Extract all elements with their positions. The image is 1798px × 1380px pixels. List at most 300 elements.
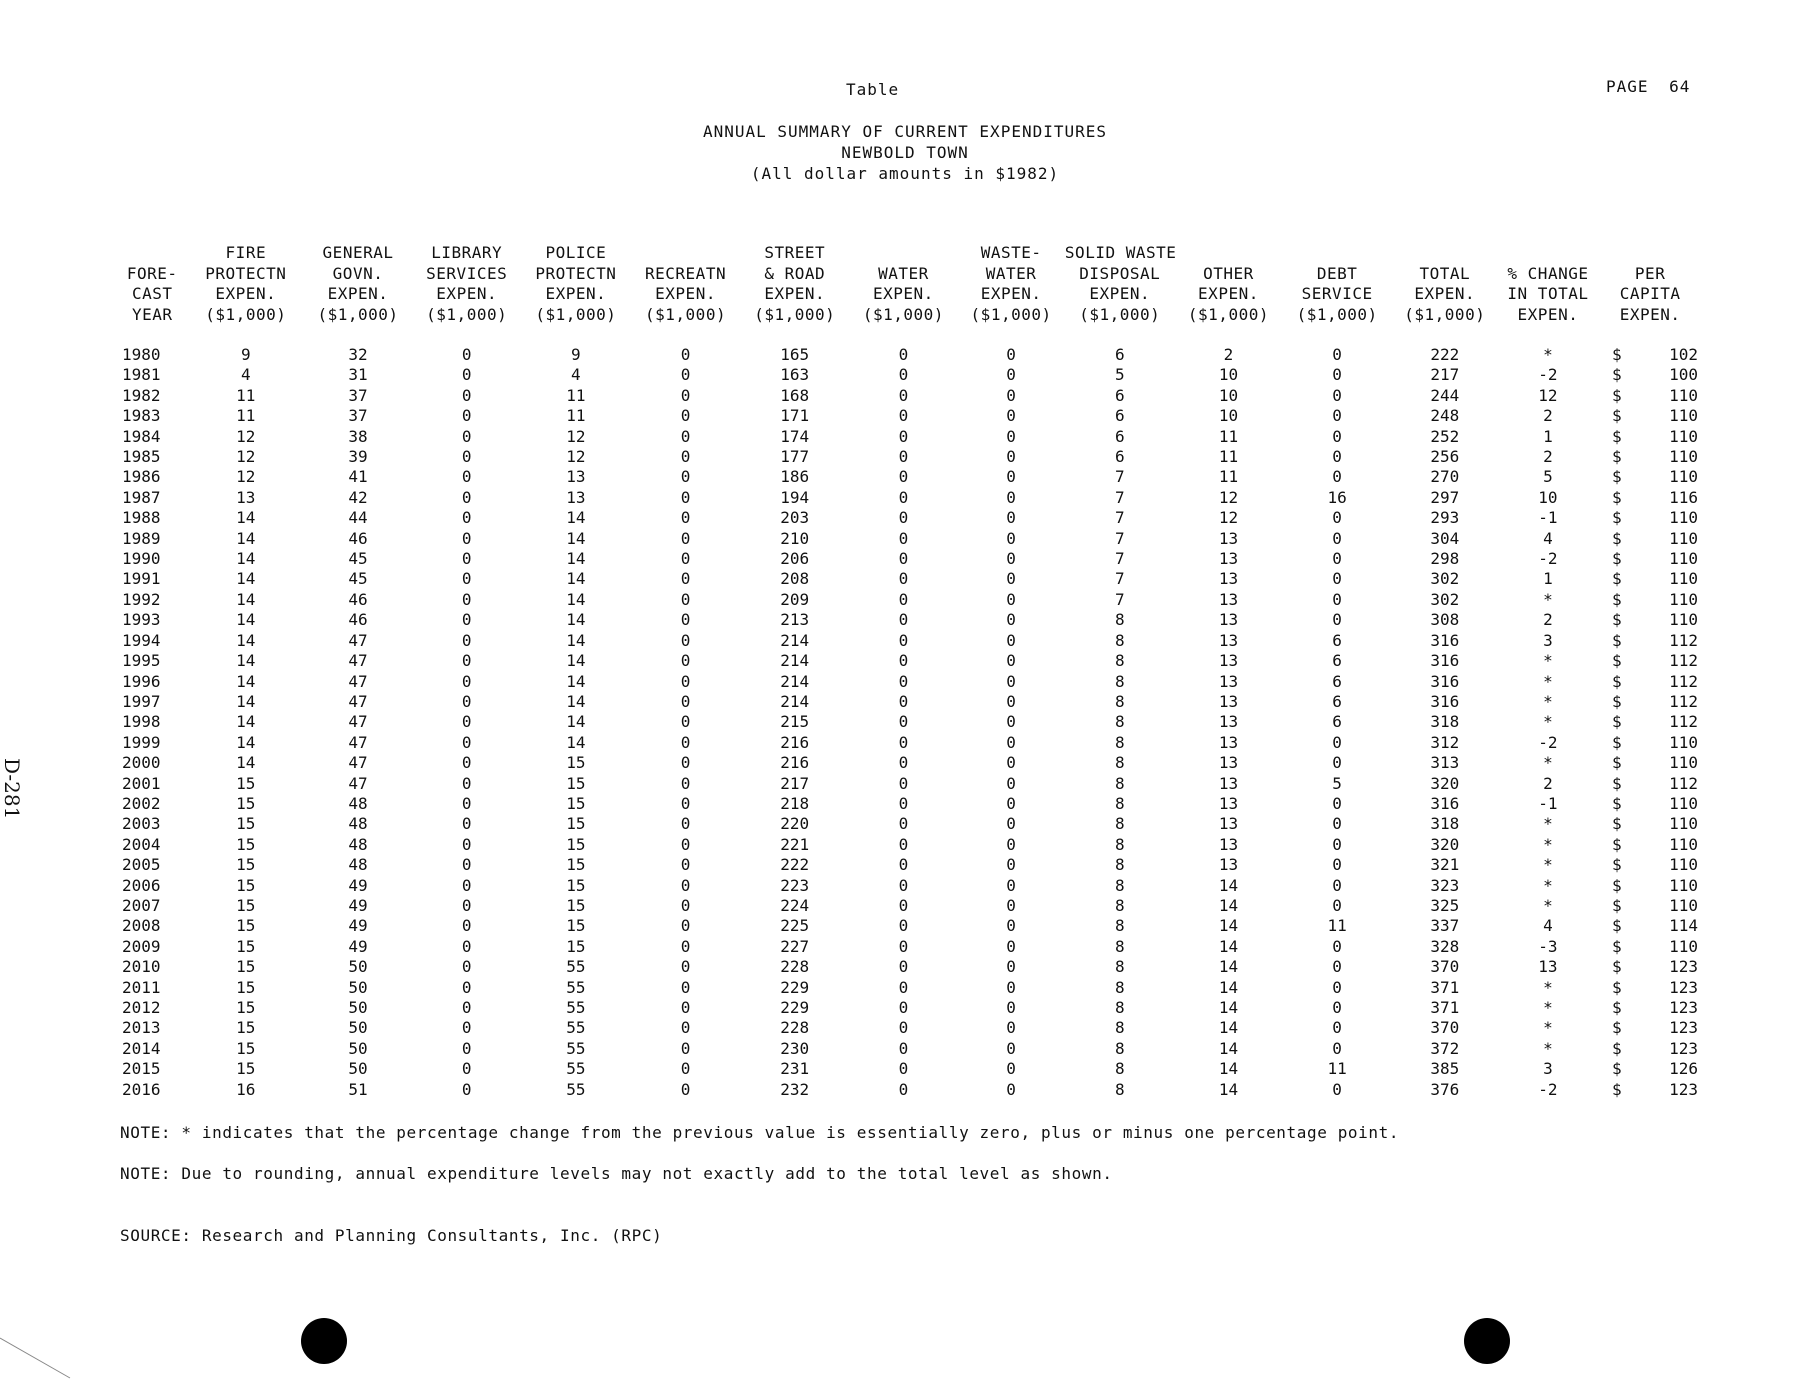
- table-cell: 370: [1430, 1018, 1460, 1038]
- table-cell: 0: [680, 487, 691, 507]
- page-number: PAGE 64: [1606, 77, 1691, 96]
- table-cell: 0: [461, 1038, 472, 1058]
- table-cell: *: [1543, 998, 1553, 1017]
- table-cell: 1: [1543, 569, 1553, 589]
- table-cell: 0: [898, 773, 909, 793]
- table-cell: 0: [461, 712, 472, 732]
- table-cell: 9: [240, 345, 251, 364]
- table-cell: 14: [236, 549, 256, 569]
- table-cell: 13: [1218, 549, 1239, 569]
- per-capita-value: 126: [1669, 1059, 1698, 1079]
- per-capita-cell: [1598, 1080, 1702, 1100]
- per-capita-value: 123: [1669, 977, 1698, 997]
- per-capita-cell: [1598, 753, 1702, 773]
- table-cell: 0: [1006, 365, 1016, 385]
- table-cell: 10: [1218, 406, 1239, 426]
- table-cell: 224: [780, 895, 810, 915]
- dollar-sign: $: [1612, 671, 1622, 691]
- table-row: [116, 855, 1702, 875]
- table-row: [116, 345, 1702, 365]
- table-cell: 313: [1430, 753, 1460, 773]
- table-cell: 0: [1006, 345, 1016, 364]
- year-cell: 1986: [122, 467, 161, 487]
- table-cell: 6: [1332, 651, 1342, 671]
- table-cell: 14: [1218, 1079, 1239, 1099]
- table-row: [116, 447, 1702, 467]
- per-capita-cell: [1598, 590, 1702, 610]
- column-header: SOLID WASTE DISPOSAL EXPEN. ($1,000): [1064, 243, 1177, 324]
- table-cell: 0: [898, 753, 909, 773]
- table-cell: 0: [680, 385, 691, 405]
- table-cell: 0: [1006, 998, 1016, 1017]
- table-cell: 13: [1218, 671, 1239, 691]
- table-cell: 11: [1218, 426, 1239, 446]
- table-cell: 15: [566, 895, 586, 915]
- column-header: TOTAL EXPEN. ($1,000): [1404, 263, 1486, 324]
- table-cell: 8: [1114, 753, 1125, 773]
- table-row: [116, 365, 1702, 385]
- dollar-sign: $: [1612, 793, 1622, 813]
- column-header: STREET & ROAD EXPEN. ($1,000): [754, 243, 836, 324]
- table-cell: 0: [461, 691, 472, 711]
- table-cell: 0: [1006, 1018, 1016, 1038]
- year-cell: 1982: [122, 385, 161, 405]
- dollar-sign: $: [1612, 610, 1622, 630]
- table-cell: 7: [1114, 528, 1125, 548]
- table-cell: 15: [566, 814, 586, 834]
- table-cell: 11: [236, 406, 256, 426]
- year-cell: 1981: [122, 365, 161, 385]
- table-cell: 0: [680, 773, 691, 793]
- dollar-sign: $: [1612, 589, 1622, 609]
- table-cell: 0: [1006, 447, 1016, 467]
- table-cell: 0: [898, 508, 909, 528]
- table-cell: 14: [566, 528, 586, 548]
- dollar-sign: $: [1612, 467, 1622, 487]
- table-cell: 0: [1332, 936, 1342, 956]
- table-cell: *: [1543, 977, 1553, 997]
- table-cell: 14: [566, 671, 586, 691]
- year-cell: 2011: [122, 977, 161, 997]
- table-cell: 0: [898, 549, 909, 569]
- table-row: [116, 488, 1702, 508]
- table-cell: 49: [348, 936, 368, 956]
- table-row: [116, 467, 1702, 487]
- column-header: LIBRARY SERVICES EXPEN. ($1,000): [426, 243, 508, 324]
- table-row: [116, 1080, 1702, 1100]
- table-cell: 48: [348, 814, 368, 834]
- table-cell: 0: [1006, 1038, 1016, 1058]
- table-cell: 11: [1218, 447, 1239, 467]
- table-row: [116, 733, 1702, 753]
- per-capita-cell: [1598, 365, 1702, 385]
- table-cell: 8: [1114, 712, 1125, 732]
- table-cell: 194: [780, 487, 810, 507]
- table-cell: 0: [898, 487, 909, 507]
- table-cell: 55: [566, 957, 586, 977]
- table-cell: 15: [566, 773, 586, 793]
- table-cell: 0: [461, 385, 472, 405]
- table-cell: 12: [1218, 508, 1239, 528]
- table-cell: 0: [461, 569, 472, 589]
- table-cell: 49: [348, 895, 368, 915]
- table-cell: 9: [571, 345, 581, 364]
- table-cell: 312: [1430, 732, 1460, 752]
- table-cell: 0: [1006, 814, 1016, 834]
- table-cell: 0: [1006, 406, 1016, 426]
- table-cell: 0: [1332, 977, 1342, 997]
- table-cell: 46: [348, 589, 368, 609]
- table-cell: 0: [461, 753, 472, 773]
- year-cell: 2007: [122, 895, 161, 915]
- table-cell: 15: [236, 773, 256, 793]
- table-cell: 0: [461, 508, 472, 528]
- table-cell: 0: [1006, 875, 1016, 895]
- table-cell: 5: [1543, 467, 1553, 487]
- title-line-2: NEWBOLD TOWN: [841, 143, 969, 162]
- table-cell: 0: [1006, 977, 1016, 997]
- table-cell: 14: [1218, 998, 1239, 1017]
- table-cell: 0: [1006, 467, 1016, 487]
- table-cell: 14: [1218, 895, 1239, 915]
- per-capita-cell: [1598, 529, 1702, 549]
- dollar-sign: $: [1612, 1018, 1622, 1038]
- table-cell: 13: [1218, 773, 1239, 793]
- per-capita-cell: [1598, 488, 1702, 508]
- table-cell: 11: [236, 385, 256, 405]
- table-cell: 47: [348, 753, 368, 773]
- punch-hole-right: [1464, 1318, 1510, 1364]
- table-cell: 4: [1543, 528, 1553, 548]
- table-cell: *: [1543, 651, 1553, 671]
- table-cell: 0: [680, 508, 691, 528]
- table-row: [116, 712, 1702, 732]
- table-cell: 11: [566, 385, 586, 405]
- column-header: PER CAPITA EXPEN.: [1619, 263, 1681, 324]
- table-cell: 15: [236, 936, 256, 956]
- table-cell: *: [1543, 834, 1553, 854]
- per-capita-cell: [1598, 610, 1702, 630]
- table-cell: -2: [1538, 732, 1558, 752]
- table-cell: 231: [780, 1059, 810, 1079]
- table-row: [116, 896, 1702, 916]
- table-row: [116, 794, 1702, 814]
- table-cell: 0: [680, 426, 691, 446]
- table-cell: 8: [1114, 834, 1125, 854]
- table-cell: 0: [680, 732, 691, 752]
- title-line-1: ANNUAL SUMMARY OF CURRENT EXPENDITURES: [702, 122, 1108, 141]
- table-cell: 47: [348, 732, 368, 752]
- table-cell: 8: [1114, 630, 1125, 650]
- dollar-sign: $: [1612, 487, 1622, 507]
- table-cell: 15: [236, 1038, 256, 1058]
- dollar-sign: $: [1612, 814, 1622, 834]
- table-cell: 8: [1114, 671, 1125, 691]
- table-cell: 171: [780, 406, 810, 426]
- table-cell: 7: [1114, 487, 1125, 507]
- table-cell: 0: [680, 447, 691, 467]
- table-cell: 0: [898, 936, 909, 956]
- table-cell: 14: [236, 589, 256, 609]
- table-cell: 15: [566, 753, 586, 773]
- note-rounding: NOTE: Due to rounding, annual expenditure levels may not exactly add to the total level as shown.: [120, 1164, 1113, 1183]
- table-cell: 0: [898, 1059, 909, 1079]
- table-cell: 229: [780, 977, 810, 997]
- table-cell: 0: [680, 936, 691, 956]
- table-cell: 222: [780, 855, 810, 875]
- table-cell: 15: [236, 998, 256, 1017]
- table-cell: 13: [1218, 712, 1239, 732]
- year-cell: 1991: [122, 569, 161, 589]
- table-cell: 14: [566, 651, 586, 671]
- table-cell: 0: [898, 691, 909, 711]
- table-cell: 13: [566, 487, 586, 507]
- table-cell: 13: [1218, 814, 1239, 834]
- dollar-sign: $: [1612, 1038, 1622, 1058]
- table-cell: 218: [780, 793, 810, 813]
- year-cell: 1985: [122, 447, 161, 467]
- dollar-sign: $: [1612, 508, 1622, 528]
- table-cell: 308: [1430, 610, 1460, 630]
- table-cell: 0: [1332, 1079, 1342, 1099]
- table-cell: 371: [1430, 998, 1460, 1017]
- table-cell: 55: [566, 1059, 586, 1079]
- per-capita-cell: [1598, 855, 1702, 875]
- table-cell: 45: [348, 569, 368, 589]
- per-capita-value: 110: [1669, 732, 1698, 752]
- table-cell: 174: [780, 426, 810, 446]
- table-cell: *: [1543, 753, 1553, 773]
- table-cell: 0: [461, 834, 472, 854]
- table-cell: 0: [1332, 814, 1342, 834]
- table-cell: 222: [1430, 345, 1460, 364]
- table-cell: 13: [1218, 855, 1239, 875]
- table-row: [116, 651, 1702, 671]
- table-cell: 47: [348, 630, 368, 650]
- table-cell: 6: [1114, 447, 1125, 467]
- table-cell: 10: [1218, 385, 1239, 405]
- table-cell: 13: [1218, 630, 1239, 650]
- year-cell: 1993: [122, 610, 161, 630]
- table-cell: 316: [1430, 651, 1460, 671]
- per-capita-cell: [1598, 427, 1702, 447]
- table-cell: 0: [1006, 630, 1016, 650]
- table-cell: 0: [1006, 916, 1016, 936]
- table-cell: 8: [1114, 1079, 1125, 1099]
- per-capita-value: 114: [1669, 916, 1698, 936]
- table-cell: 13: [566, 467, 586, 487]
- table-cell: 6: [1114, 406, 1125, 426]
- table-cell: 0: [898, 998, 909, 1017]
- table-cell: 14: [236, 671, 256, 691]
- table-cell: 232: [780, 1079, 810, 1099]
- dollar-sign: $: [1612, 365, 1622, 385]
- table-cell: 0: [1332, 855, 1342, 875]
- table-cell: 213: [780, 610, 810, 630]
- table-cell: 48: [348, 793, 368, 813]
- table-cell: 4: [1543, 916, 1553, 936]
- table-cell: 0: [898, 1079, 909, 1099]
- table-cell: 15: [566, 855, 586, 875]
- per-capita-value: 110: [1669, 426, 1698, 446]
- table-cell: 47: [348, 671, 368, 691]
- table-cell: 37: [348, 406, 368, 426]
- table-cell: 0: [1006, 855, 1016, 875]
- table-cell: 12: [1218, 487, 1239, 507]
- table-cell: 302: [1430, 569, 1460, 589]
- table-cell: 320: [1430, 834, 1460, 854]
- dollar-sign: $: [1612, 447, 1622, 467]
- dollar-sign: $: [1612, 855, 1622, 875]
- scan-artifact-line: [0, 1330, 80, 1380]
- dollar-sign: $: [1612, 651, 1622, 671]
- table-cell: 6: [1114, 426, 1125, 446]
- table-row: [116, 835, 1702, 855]
- table-cell: 14: [566, 630, 586, 650]
- year-cell: 1988: [122, 508, 161, 528]
- table-cell: 32: [348, 345, 368, 364]
- table-cell: 0: [461, 814, 472, 834]
- dollar-sign: $: [1612, 712, 1622, 732]
- table-cell: 220: [780, 814, 810, 834]
- table-cell: 221: [780, 834, 810, 854]
- table-cell: 42: [348, 487, 368, 507]
- table-cell: 0: [1006, 385, 1016, 405]
- year-cell: 2004: [122, 834, 161, 854]
- table-cell: 14: [566, 508, 586, 528]
- table-cell: 8: [1114, 1038, 1125, 1058]
- table-cell: 15: [236, 977, 256, 997]
- table-cell: 0: [1006, 1059, 1016, 1079]
- table-cell: 55: [566, 1079, 586, 1099]
- table-cell: 0: [1006, 834, 1016, 854]
- column-header: OTHER EXPEN. ($1,000): [1187, 263, 1269, 324]
- table-cell: 6: [1114, 345, 1125, 364]
- table-cell: 15: [236, 834, 256, 854]
- dollar-sign: $: [1612, 977, 1622, 997]
- year-cell: 1989: [122, 528, 161, 548]
- per-capita-cell: [1598, 814, 1702, 834]
- table-cell: 0: [680, 814, 691, 834]
- table-cell: 0: [1006, 1079, 1016, 1099]
- table-cell: 0: [1006, 589, 1016, 609]
- year-cell: 1990: [122, 549, 161, 569]
- table-row: [116, 753, 1702, 773]
- per-capita-cell: [1598, 1018, 1702, 1038]
- table-cell: 13: [1218, 732, 1239, 752]
- expenditures-table: [116, 243, 1702, 1100]
- table-cell: 0: [461, 895, 472, 915]
- table-cell: 230: [780, 1038, 810, 1058]
- table-cell: 0: [1332, 875, 1342, 895]
- table-cell: 0: [461, 957, 472, 977]
- table-cell: 0: [461, 487, 472, 507]
- table-cell: 0: [1332, 406, 1342, 426]
- table-cell: 12: [566, 447, 586, 467]
- per-capita-cell: [1598, 794, 1702, 814]
- table-cell: *: [1543, 895, 1553, 915]
- table-cell: 0: [898, 957, 909, 977]
- table-cell: 14: [236, 712, 256, 732]
- table-cell: 0: [898, 426, 909, 446]
- per-capita-value: 110: [1669, 467, 1698, 487]
- dollar-sign: $: [1612, 875, 1622, 895]
- table-cell: *: [1543, 814, 1553, 834]
- table-cell: 0: [680, 1079, 691, 1099]
- table-cell: 0: [680, 630, 691, 650]
- table-cell: 15: [236, 855, 256, 875]
- table-cell: 0: [680, 712, 691, 732]
- table-cell: 15: [236, 957, 256, 977]
- table-cell: 0: [461, 773, 472, 793]
- table-cell: 7: [1114, 589, 1125, 609]
- table-cell: 316: [1430, 793, 1460, 813]
- table-cell: 371: [1430, 977, 1460, 997]
- table-cell: 0: [1006, 773, 1016, 793]
- dollar-sign: $: [1612, 1079, 1622, 1099]
- table-cell: 13: [1218, 589, 1239, 609]
- table-cell: 13: [1218, 569, 1239, 589]
- table-cell: 0: [461, 977, 472, 997]
- dollar-sign: $: [1612, 385, 1622, 405]
- table-cell: 0: [898, 895, 909, 915]
- table-cell: 12: [236, 426, 256, 446]
- table-cell: 0: [461, 467, 472, 487]
- table-cell: 11: [566, 406, 586, 426]
- per-capita-value: 110: [1669, 936, 1698, 956]
- table-cell: 15: [566, 916, 586, 936]
- table-cell: 0: [461, 651, 472, 671]
- per-capita-cell: [1598, 937, 1702, 957]
- table-cell: 0: [1006, 793, 1016, 813]
- table-cell: 0: [461, 936, 472, 956]
- table-cell: 0: [680, 834, 691, 854]
- table-cell: 168: [780, 385, 810, 405]
- table-cell: 13: [1218, 528, 1239, 548]
- table-cell: 0: [461, 610, 472, 630]
- table-cell: 13: [1538, 957, 1558, 977]
- table-cell: 14: [236, 651, 256, 671]
- table-cell: 0: [1332, 385, 1342, 405]
- table-cell: 0: [1332, 1038, 1342, 1058]
- table-cell: 0: [680, 977, 691, 997]
- table-cell: 0: [1332, 528, 1342, 548]
- table-cell: *: [1543, 345, 1553, 364]
- table-cell: 0: [898, 610, 909, 630]
- table-cell: 293: [1430, 508, 1460, 528]
- table-cell: 15: [566, 936, 586, 956]
- table-cell: 0: [461, 426, 472, 446]
- table-cell: 7: [1114, 508, 1125, 528]
- table-cell: 8: [1114, 1018, 1125, 1038]
- table-cell: 0: [1332, 508, 1342, 528]
- table-cell: 0: [680, 365, 691, 385]
- table-cell: 0: [461, 406, 472, 426]
- table-cell: 0: [1332, 447, 1342, 467]
- table-cell: 14: [1218, 875, 1239, 895]
- table-cell: 6: [1332, 712, 1342, 732]
- table-cell: 10: [1538, 487, 1558, 507]
- table-cell: 0: [680, 998, 691, 1017]
- table-cell: 0: [898, 569, 909, 589]
- per-capita-cell: [1598, 998, 1702, 1018]
- table-row: [116, 998, 1702, 1018]
- per-capita-cell: [1598, 876, 1702, 896]
- table-cell: 0: [1006, 712, 1016, 732]
- table-cell: 244: [1430, 385, 1460, 405]
- table-cell: 47: [348, 651, 368, 671]
- table-cell: *: [1543, 671, 1553, 691]
